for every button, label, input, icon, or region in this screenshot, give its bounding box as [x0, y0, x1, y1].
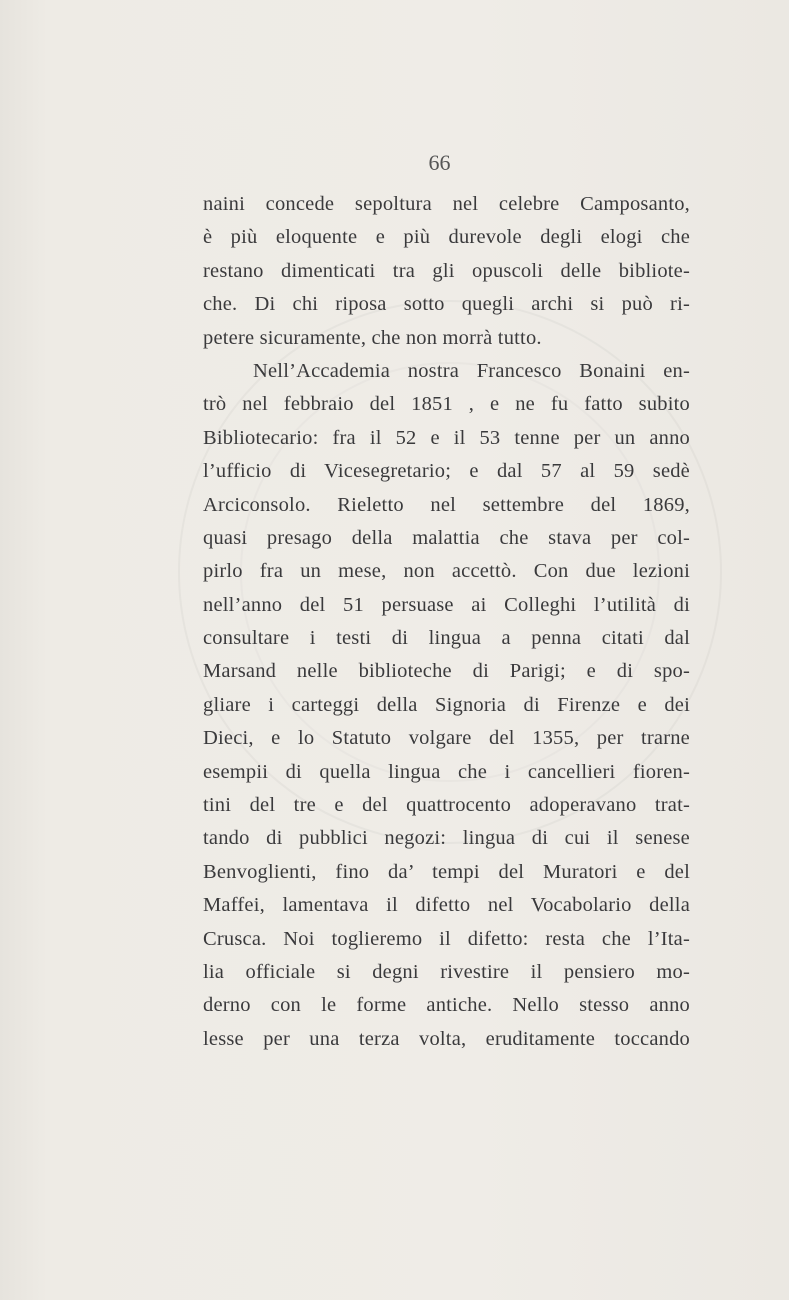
page-number: 66 — [428, 150, 451, 175]
text-line: tini del tre e del quattrocento adoperavano trat- — [203, 794, 690, 817]
body-text — [203, 188, 690, 1056]
text-line: Benvoglienti, fino da’ tempi del Muratori e del — [203, 860, 690, 883]
text-line: naini concede sepoltura nel celebre Camposanto, — [203, 193, 690, 215]
text-line: Arciconsolo. Rieletto nel settembre del 1869, — [203, 493, 690, 516]
text-line: quasi presago della malattia che stava per col- — [203, 526, 690, 549]
text-line: consultare i testi di lingua a penna citati dal — [203, 627, 690, 650]
text-line: lia officiale si degni rivestire il pensiero mo- — [203, 960, 690, 983]
text-line: pirlo fra un mese, non accettò. Con due lezioni — [203, 560, 690, 583]
text-line: restano dimenticati tra gli opuscoli delle bibliote- — [203, 259, 690, 282]
paragraph-end-line: petere sicuramente, che non morrà tutto. — [203, 326, 542, 349]
text-line: derno con le forme antiche. Nello stesso anno — [203, 994, 690, 1017]
text-line: Crusca. Noi toglieremo il difetto: resta che l’Ita- — [203, 927, 690, 950]
text-line: Marsand nelle biblioteche di Parigi; e di spo- — [203, 660, 690, 683]
text-line: Maffei, lamentava il difetto nel Vocabolario della — [203, 894, 690, 917]
text-line: nell’anno del 51 persuase ai Colleghi l’utilità di — [203, 593, 690, 616]
text-line: Dieci, e lo Statuto volgare del 1355, per trarne — [203, 727, 690, 750]
text-line: Bibliotecario: fra il 52 e il 53 tenne per un anno — [203, 426, 690, 449]
text-line: tando di pubblici negozi: lingua di cui il senese — [203, 827, 690, 850]
text-line: lesse per una terza volta, eruditamente toccando — [203, 1027, 690, 1050]
text-line: che. Di chi riposa sotto quegli archi si può ri- — [203, 293, 690, 316]
text-line: l’ufficio di Vicesegretario; e dal 57 al 59 sedè — [203, 460, 690, 483]
text-line: gliare i carteggi della Signoria di Firenze e dei — [203, 693, 690, 716]
text-line: è più eloquente e più durevole degli elogi che — [203, 226, 690, 249]
text-line: trò nel febbraio del 1851 , e ne fu fatto subito — [203, 393, 690, 416]
paragraph-first-line: Nell’Accademia nostra Francesco Bonaini en- — [253, 359, 690, 382]
text-line: esempii di quella lingua che i cancellieri fioren- — [203, 760, 690, 783]
